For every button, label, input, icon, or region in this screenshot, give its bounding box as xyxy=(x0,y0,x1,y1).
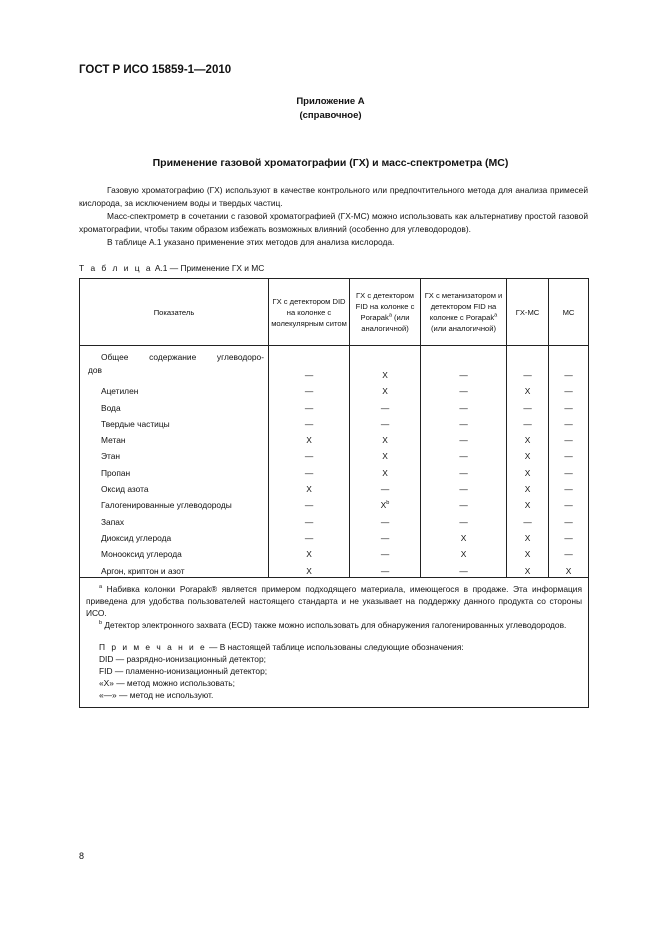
cell-gc-ms: X xyxy=(507,559,549,577)
header-indicator: Показатель xyxy=(80,279,269,346)
cell-gc-ms: X xyxy=(507,543,549,559)
table-row xyxy=(80,445,589,461)
annex-type: (справочное) xyxy=(299,110,362,121)
page-number: 8 xyxy=(79,851,85,861)
cell-gc-ms: X xyxy=(507,527,549,543)
cell-gc-ms: X xyxy=(507,445,549,461)
cell-ms: — xyxy=(549,494,589,510)
cell-gc-methanizer: — xyxy=(421,559,507,577)
cell-gc-methanizer: — xyxy=(421,346,507,381)
cell-gc-fid: — xyxy=(350,510,421,526)
cell-gc-methanizer: X xyxy=(421,527,507,543)
cell-gc-methanizer: X xyxy=(421,543,507,559)
cell-gc-methanizer: — xyxy=(421,413,507,429)
table-notes xyxy=(80,577,589,707)
note-intro: П р и м е ч а н и е — В настоящей таблице использованы следующие обозначения: xyxy=(99,641,464,652)
cell-gc-did: — xyxy=(269,380,350,396)
cell-gc-fid: X xyxy=(350,380,421,396)
cell-gc-methanizer: — xyxy=(421,380,507,396)
row-name: Этан xyxy=(80,445,269,461)
header-gc-ms: ГХ-МС xyxy=(507,279,549,346)
row-name: Оксид азота xyxy=(80,478,269,494)
cell-gc-did: — xyxy=(269,413,350,429)
table-header-row xyxy=(80,279,589,346)
table-row xyxy=(80,543,589,559)
cell-ms: — xyxy=(549,461,589,477)
cell-gc-methanizer: — xyxy=(421,478,507,494)
header-ms: МС xyxy=(549,279,589,346)
cell-gc-fid: X xyxy=(350,346,421,381)
cell-gc-ms: — xyxy=(507,413,549,429)
row-name: Общее содержание углеводоро- дов xyxy=(80,346,269,381)
cell-gc-fid: X xyxy=(350,445,421,461)
cell-ms: — xyxy=(549,478,589,494)
table-row xyxy=(80,559,589,577)
cell-gc-ms: — xyxy=(507,396,549,412)
cell-gc-ms: — xyxy=(507,510,549,526)
table-row xyxy=(80,478,589,494)
cell-ms: — xyxy=(549,380,589,396)
table-row xyxy=(80,461,589,477)
cell-ms: — xyxy=(549,510,589,526)
cell-ms: — xyxy=(549,396,589,412)
cell-gc-did: — xyxy=(269,396,350,412)
table-row xyxy=(80,494,589,510)
cell-gc-did: — xyxy=(269,510,350,526)
methods-table xyxy=(79,278,589,708)
cell-gc-fid: X xyxy=(350,429,421,445)
footnote-b: $^b$ Детектор электронного захвата (ECD) также можно использовать для обнаружения галогенированных углеводородов. xyxy=(99,619,567,630)
table-row xyxy=(80,527,589,543)
annex-title: Приложение А xyxy=(296,96,365,107)
cell-gc-fid: — xyxy=(350,413,421,429)
cell-gc-did: X xyxy=(269,559,350,577)
row-name: Галогенированные углеводороды xyxy=(80,494,269,510)
paragraph-1: Газовую хроматографию (ГХ) используют в качестве контрольного или предпочтительного метода для анализа примесей кислорода, за исключением воды и твердых частиц. xyxy=(79,185,588,208)
table-row xyxy=(80,413,589,429)
table-row xyxy=(80,396,589,412)
cell-gc-methanizer: — xyxy=(421,396,507,412)
header-gc-did: ГХ с детектором DID на колонке с молекулярным ситом xyxy=(269,279,350,346)
row-name: Аргон, криптон и азот xyxy=(80,559,269,577)
header-gc-methanizer: ГХ с метанизатором и детектором FID на колонке с Porapak$^a$ (или аналогичной) xyxy=(421,279,507,346)
cell-gc-did: X xyxy=(269,429,350,445)
cell-gc-ms: X xyxy=(507,494,549,510)
header-gc-fid: ГХ с детектором FID на колонке с Porapak$^a$ (или аналогичной) xyxy=(350,279,421,346)
cell-gc-did: X xyxy=(269,543,350,559)
cell-ms: — xyxy=(549,527,589,543)
table-caption-label: Т а б л и ц а xyxy=(79,263,153,273)
note-line: «—» — метод не используют. xyxy=(99,689,214,700)
note-line: FID — пламенно-ионизационный детектор; xyxy=(99,665,268,676)
cell-gc-fid: — xyxy=(350,527,421,543)
row-name: Пропан xyxy=(80,461,269,477)
cell-ms: X xyxy=(549,559,589,577)
cell-gc-ms: X xyxy=(507,380,549,396)
cell-gc-did: — xyxy=(269,445,350,461)
cell-gc-fid: — xyxy=(350,559,421,577)
cell-gc-did: — xyxy=(269,461,350,477)
cell-ms: — xyxy=(549,413,589,429)
standard-header: ГОСТ Р ИСО 15859-1—2010 xyxy=(79,64,232,76)
note-line: DID — разрядно-ионизационный детектор; xyxy=(99,653,266,664)
row-name: Ацетилен xyxy=(80,380,269,396)
cell-gc-fid: — xyxy=(350,478,421,494)
table-caption-text: А.1 — Применение ГХ и МС xyxy=(154,263,265,273)
cell-gc-ms: X xyxy=(507,429,549,445)
row-name: Запах xyxy=(80,510,269,526)
cell-ms: — xyxy=(549,543,589,559)
section-title: Применение газовой хроматографии (ГХ) и масс-спектрометра (МС) xyxy=(152,157,509,169)
cell-gc-fid: $X^b$ xyxy=(350,494,421,510)
cell-gc-did: — xyxy=(269,494,350,510)
cell-gc-methanizer: — xyxy=(421,494,507,510)
cell-gc-methanizer: — xyxy=(421,461,507,477)
table-row xyxy=(80,380,589,396)
row-name: Монооксид углерода xyxy=(80,543,269,559)
row-name: Твердые частицы xyxy=(80,413,269,429)
table-caption xyxy=(79,263,264,273)
table-row xyxy=(80,346,589,381)
cell-gc-fid: X xyxy=(350,461,421,477)
cell-gc-ms: X xyxy=(507,461,549,477)
cell-ms: — xyxy=(549,429,589,445)
footnote-a: $^a$ Набивка колонки Porapak® является примером подходящего материала, имеющегося в продаже. Эта информация приведена для удобства пользователей настоящего стандарта и не указывает на поддержку данного продукта со стороны ИСО. xyxy=(86,583,582,618)
cell-gc-ms: X xyxy=(507,478,549,494)
cell-gc-fid: — xyxy=(350,543,421,559)
row-name: Метан xyxy=(80,429,269,445)
cell-gc-methanizer: — xyxy=(421,510,507,526)
cell-gc-did: — xyxy=(269,346,350,381)
cell-gc-fid: — xyxy=(350,396,421,412)
row-name: Диоксид углерода xyxy=(80,527,269,543)
cell-gc-methanizer: — xyxy=(421,445,507,461)
row-name: Вода xyxy=(80,396,269,412)
cell-gc-methanizer: — xyxy=(421,429,507,445)
table-notes-row xyxy=(80,577,589,707)
paragraph-2: Масс-спектрометр в сочетании с газовой хроматографией (ГХ-МС) можно использовать как альтернативу простой газовой хроматографии, чтобы таким образом избежать возможных влияний (особенно для углеводородов). xyxy=(79,211,588,234)
cell-gc-did: — xyxy=(269,527,350,543)
cell-gc-ms: — xyxy=(507,346,549,381)
cell-ms: — xyxy=(549,445,589,461)
cell-gc-did: X xyxy=(269,478,350,494)
table-row xyxy=(80,429,589,445)
paragraph-3: В таблице А.1 указано применение этих методов для анализа кислорода. xyxy=(107,237,395,247)
table-row xyxy=(80,510,589,526)
note-line: «X» — метод можно использовать; xyxy=(99,677,235,688)
cell-ms: — xyxy=(549,346,589,381)
